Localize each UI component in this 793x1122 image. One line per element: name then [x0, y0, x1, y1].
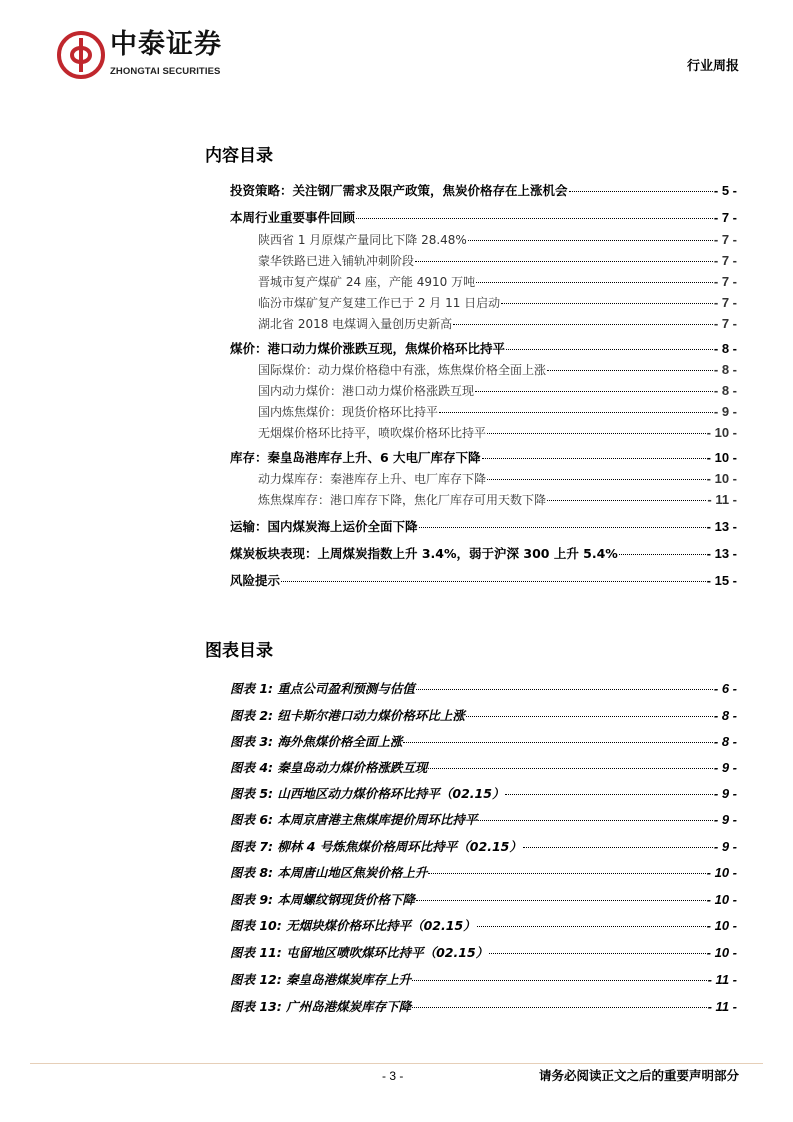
- entry-page: - 8 -: [713, 708, 737, 723]
- entry-label: 图表 4: 秦皇岛动力煤价格涨跌互现: [230, 760, 428, 775]
- entry-page: - 10 -: [706, 471, 737, 486]
- figures-title: 图表目录: [205, 641, 273, 661]
- entry-page: - 10 -: [706, 892, 737, 907]
- entry-label: 本周行业重要事件回顾: [230, 210, 356, 225]
- entry-page: - 8 -: [713, 341, 737, 356]
- document-type: 行业周报: [686, 59, 739, 74]
- entry-page: - 8 -: [713, 383, 737, 398]
- entry-page: - 13 -: [706, 519, 737, 534]
- dot-leader: [439, 412, 713, 413]
- dot-leader: [482, 458, 706, 459]
- dot-leader: [475, 391, 713, 392]
- entry-page: - 7 -: [713, 210, 737, 225]
- entry-label: 临汾市煤矿复产复建工作已于 2 月 11 日启动: [258, 296, 501, 310]
- toc-title: 内容目录: [205, 146, 273, 166]
- dot-leader: [428, 873, 705, 874]
- figure-entry[interactable]: [230, 759, 737, 776]
- dot-leader: [501, 303, 713, 304]
- dot-leader: [412, 980, 707, 981]
- entry-page: - 9 -: [713, 404, 737, 419]
- dot-leader: [547, 370, 713, 371]
- figure-entry[interactable]: [230, 891, 737, 908]
- entry-page: - 9 -: [713, 760, 737, 775]
- dot-leader: [416, 689, 713, 690]
- toc-entry[interactable]: [258, 403, 737, 420]
- figure-entry[interactable]: [230, 838, 737, 855]
- entry-page: - 7 -: [713, 316, 737, 331]
- dot-leader: [569, 191, 713, 192]
- toc-entry[interactable]: [230, 518, 737, 535]
- toc-entry[interactable]: [258, 315, 737, 332]
- dot-leader: [505, 794, 712, 795]
- entry-label: 图表 2: 纽卡斯尔港口动力煤价格环比上涨: [230, 708, 465, 723]
- entry-page: - 7 -: [713, 295, 737, 310]
- toc-entry[interactable]: [258, 491, 737, 508]
- dot-leader: [428, 768, 712, 769]
- entry-label: 晋城市复产煤矿 24 座，产能 4910 万吨: [258, 275, 476, 289]
- dot-leader: [476, 282, 713, 283]
- entry-label: 蒙华铁路已进入铺轨冲刺阶段: [258, 254, 415, 268]
- entry-page: - 8 -: [713, 362, 737, 377]
- entry-label: 动力煤库存：秦港库存上升、电厂库存下降: [258, 472, 487, 486]
- dot-leader: [416, 900, 706, 901]
- entry-label: 国内炼焦煤价：现货价格环比持平: [258, 405, 439, 419]
- entry-page: - 9 -: [713, 786, 737, 801]
- dot-leader: [415, 261, 713, 262]
- dot-leader: [619, 554, 706, 555]
- entry-label: 运输：国内煤炭海上运价全面下降: [230, 519, 418, 534]
- entry-page: - 10 -: [706, 918, 737, 933]
- entry-label: 图表 7: 柳林 4 号炼焦煤价格周环比持平（02.15）: [230, 839, 522, 854]
- dot-leader: [466, 716, 713, 717]
- entry-page: - 5 -: [713, 183, 737, 198]
- dot-leader: [453, 324, 713, 325]
- entry-label: 图表 10: 无烟块煤价格环比持平（02.15）: [230, 918, 476, 933]
- toc-entry[interactable]: [258, 470, 737, 487]
- entry-page: - 6 -: [713, 681, 737, 696]
- dot-leader: [506, 349, 713, 350]
- entry-page: - 11 -: [707, 492, 737, 507]
- entry-label: 湖北省 2018 电煤调入量创历史新高: [258, 317, 453, 331]
- entry-label: 炼焦煤库存：港口库存下降，焦化厂库存可用天数下降: [258, 493, 547, 507]
- entry-page: - 10 -: [706, 945, 737, 960]
- entry-label: 国际煤价：动力煤价格稳中有涨，炼焦煤价格全面上涨: [258, 363, 547, 377]
- entry-page: - 7 -: [713, 232, 737, 247]
- entry-page: - 13 -: [706, 546, 737, 561]
- entry-page: - 15 -: [706, 573, 737, 588]
- entry-label: 图表 3: 海外焦煤价格全面上涨: [230, 734, 403, 749]
- page-number: - 3 -: [382, 1069, 404, 1083]
- dot-leader: [478, 820, 712, 821]
- toc-entry[interactable]: [230, 449, 737, 466]
- figure-entry[interactable]: [230, 917, 737, 934]
- entry-label: 图表 6: 本周京唐港主焦煤库提价周环比持平: [230, 812, 478, 827]
- dot-leader: [281, 581, 706, 582]
- dot-leader: [547, 500, 706, 501]
- toc-entry[interactable]: [258, 294, 737, 311]
- entry-label: 图表 8: 本周唐山地区焦炭价格上升: [230, 865, 428, 880]
- zhongtai-logo-icon: [56, 30, 106, 80]
- figure-entry[interactable]: [230, 944, 737, 961]
- toc-entry[interactable]: [230, 572, 737, 589]
- entry-page: - 9 -: [713, 839, 737, 854]
- entry-label: 图表 12: 秦皇岛港煤炭库存上升: [230, 972, 412, 987]
- entry-page: - 8 -: [713, 734, 737, 749]
- entry-page: - 10 -: [706, 450, 737, 465]
- entry-label: 库存：秦皇岛港库存上升、6 大电厂库存下降: [230, 450, 481, 465]
- figure-entry[interactable]: [230, 971, 737, 988]
- dot-leader: [403, 742, 712, 743]
- figure-entry[interactable]: [230, 680, 737, 697]
- figure-entry[interactable]: [230, 733, 737, 750]
- dot-leader: [523, 847, 713, 848]
- figure-entry[interactable]: [230, 864, 737, 881]
- entry-label: 图表 13: 广州岛港煤炭库存下降: [230, 999, 412, 1014]
- toc-entry[interactable]: [258, 273, 737, 290]
- entry-page: - 7 -: [713, 253, 737, 268]
- figure-entry[interactable]: [230, 785, 737, 802]
- dot-leader: [412, 1007, 707, 1008]
- company-logo: [56, 30, 246, 80]
- entry-label: 陕西省 1 月原煤产量同比下降 28.48%: [258, 233, 467, 247]
- figure-entry[interactable]: [230, 707, 737, 724]
- entry-label: 无烟煤价格环比持平，喷吹煤价格环比持平: [258, 426, 487, 440]
- entry-label: 图表 5: 山西地区动力煤价格环比持平（02.15）: [230, 786, 505, 801]
- entry-page: - 7 -: [713, 274, 737, 289]
- dot-leader: [419, 527, 706, 528]
- figure-entry[interactable]: [230, 998, 737, 1015]
- entry-label: 煤价：港口动力煤价涨跌互现，焦煤价格环比持平: [230, 341, 506, 356]
- entry-page: - 10 -: [706, 865, 737, 880]
- entry-label: 煤炭板块表现：上周煤炭指数上升 3.4%，弱于沪深 300 上升 5.4%: [230, 546, 618, 561]
- dot-leader: [468, 240, 713, 241]
- toc-entry[interactable]: [230, 545, 737, 562]
- footer-divider: [30, 1063, 763, 1064]
- entry-label: 投资策略：关注钢厂需求及限产政策，焦炭价格存在上涨机会: [230, 183, 568, 198]
- dot-leader: [487, 479, 706, 480]
- toc-entry[interactable]: [258, 252, 737, 269]
- logo-text-cn: 中泰证券: [110, 29, 222, 60]
- toc-entry[interactable]: [258, 231, 737, 248]
- logo-text-en: ZHONGTAI SECURITIES: [110, 66, 221, 77]
- toc-entry[interactable]: [230, 209, 737, 226]
- dot-leader: [356, 218, 713, 219]
- toc-entry[interactable]: [230, 182, 737, 199]
- toc-entry[interactable]: [258, 424, 737, 441]
- entry-label: 图表 11: 屯留地区喷吹煤环比持平（02.15）: [230, 945, 489, 960]
- footer-disclaimer: 请务必阅读正文之后的重要声明部分: [538, 1068, 739, 1083]
- entry-label: 风险提示: [230, 573, 281, 588]
- dot-leader: [477, 926, 706, 927]
- entry-label: 图表 9: 本周螺纹钢现货价格下降: [230, 892, 415, 907]
- toc-entry[interactable]: [230, 340, 737, 357]
- entry-page: - 11 -: [707, 999, 737, 1014]
- toc-entry[interactable]: [258, 361, 737, 378]
- figure-entry[interactable]: [230, 811, 737, 828]
- dot-leader: [489, 953, 706, 954]
- dot-leader: [487, 433, 706, 434]
- entry-label: 图表 1: 重点公司盈利预测与估值: [230, 681, 415, 696]
- entry-label: 国内动力煤价：港口动力煤价格涨跌互现: [258, 384, 475, 398]
- toc-entry[interactable]: [258, 382, 737, 399]
- entry-page: - 9 -: [713, 812, 737, 827]
- entry-page: - 11 -: [707, 972, 737, 987]
- entry-page: - 10 -: [706, 425, 737, 440]
